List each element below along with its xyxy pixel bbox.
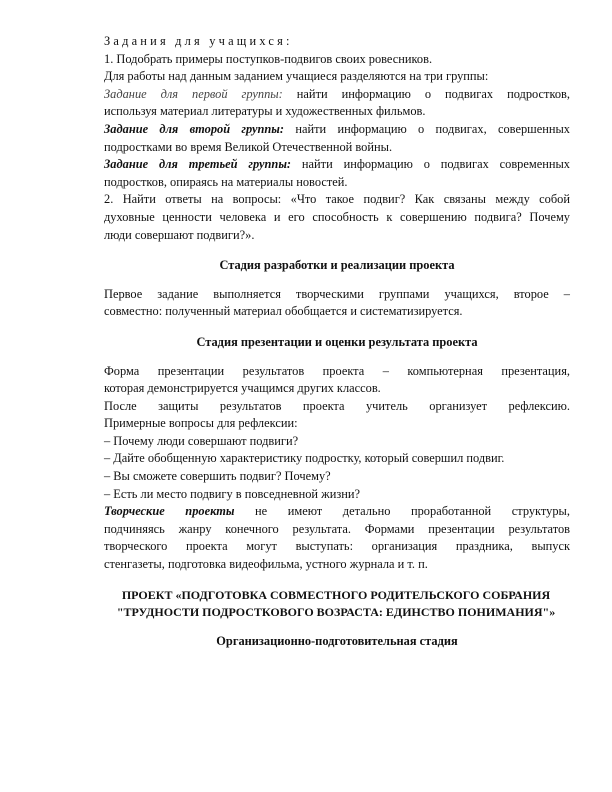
reflection-question: – Вы сможете совершить подвиг? Почему? bbox=[104, 469, 331, 484]
project-stage-heading: Организационно-подготовительная стадия bbox=[216, 633, 458, 648]
group-3-line-1 bbox=[104, 156, 570, 174]
group-1-line-1 bbox=[104, 86, 570, 104]
task-2-line-1: 2. Найти ответы на вопросы: «Что такое подвиг? Как связаны между собой bbox=[104, 192, 570, 207]
stage-pres-p2-line-1: После защиты результатов проекта учитель организует рефлексию. bbox=[104, 398, 570, 413]
project-title-line-2: "ТРУДНОСТИ ПОДРОСТКОВОГО ВОЗРАСТА: ЕДИНСТВО ПОНИМАНИЯ"» bbox=[116, 605, 556, 620]
tasks-heading: Задания для учащихся: bbox=[104, 34, 293, 48]
group-3-label: Задание для третьей группы: bbox=[104, 157, 292, 172]
creative-line-3: творческого проекта могут выступать: организация праздника, выпуск bbox=[104, 539, 570, 554]
creative-line-2: подчиняясь жанру конечного результата. Формами презентации результатов bbox=[104, 521, 570, 536]
task-1: 1. Подобрать примеры поступков-подвигов своих ровесников. bbox=[104, 51, 433, 66]
stage-pres-p1-line-2: которая демонстрируется учащимся других классов. bbox=[104, 381, 381, 396]
document-body bbox=[104, 33, 570, 650]
stage-pres-heading: Стадия презентации и оценки результата проекта bbox=[196, 334, 478, 349]
reflection-question: – Есть ли место подвигу в повседневной жизни? bbox=[104, 486, 360, 501]
creative-line-1 bbox=[104, 503, 570, 521]
groups-intro: Для работы над данным заданием учащиеся разделяются на три группы: bbox=[104, 69, 489, 84]
creative-label: Творческие проекты bbox=[104, 504, 235, 519]
creative-text: не имеют детально проработанной структуры, bbox=[234, 504, 570, 519]
group-2-line-1 bbox=[104, 121, 570, 139]
group-3-text: найти информацию о подвигах современных bbox=[291, 157, 570, 172]
group-3-line-2: подростков, опираясь на материалы новостей. bbox=[104, 174, 348, 189]
group-2-label: Задание для второй группы: bbox=[104, 121, 285, 136]
reflection-question: – Дайте обобщенную характеристику подростку, который совершил подвиг. bbox=[104, 451, 505, 466]
stage-pres-p1-line-1: Форма презентации результатов проекта – компьютерная презентация, bbox=[104, 363, 570, 378]
task-2-line-3: люди совершают подвиги?». bbox=[104, 227, 255, 242]
stage-pres-p2-line-2: Примерные вопросы для рефлексии: bbox=[104, 416, 298, 431]
creative-line-4: стенгазеты, подготовка видеофильма, устного журнала и т. п. bbox=[104, 557, 428, 572]
task-2-line-2: духовные ценности человека и его способность к совершению подвига? Почему bbox=[104, 209, 570, 224]
group-1-line-2: используя материал литературы и художественных фильмов. bbox=[104, 104, 426, 119]
group-1-text: найти информацию о подвигах подростков, bbox=[282, 86, 570, 101]
stage-dev-line-1: Первое задание выполняется творческими группами учащихся, второе – bbox=[104, 286, 570, 301]
group-2-text: найти информацию о подвигах, совершенных bbox=[284, 121, 570, 136]
project-title-line-1: ПРОЕКТ «ПОДГОТОВКА СОВМЕСТНОГО РОДИТЕЛЬСКОГО СОБРАНИЯ bbox=[121, 587, 551, 602]
stage-dev-heading: Стадия разработки и реализации проекта bbox=[219, 258, 455, 273]
group-1-label: Задание для первой группы: bbox=[104, 86, 283, 101]
reflection-question: – Почему люди совершают подвиги? bbox=[104, 433, 299, 448]
group-2-line-2: подростками во время Великой Отечественной войны. bbox=[104, 139, 393, 154]
stage-dev-line-2: совместно: полученный материал обобщается и систематизируется. bbox=[104, 304, 463, 319]
